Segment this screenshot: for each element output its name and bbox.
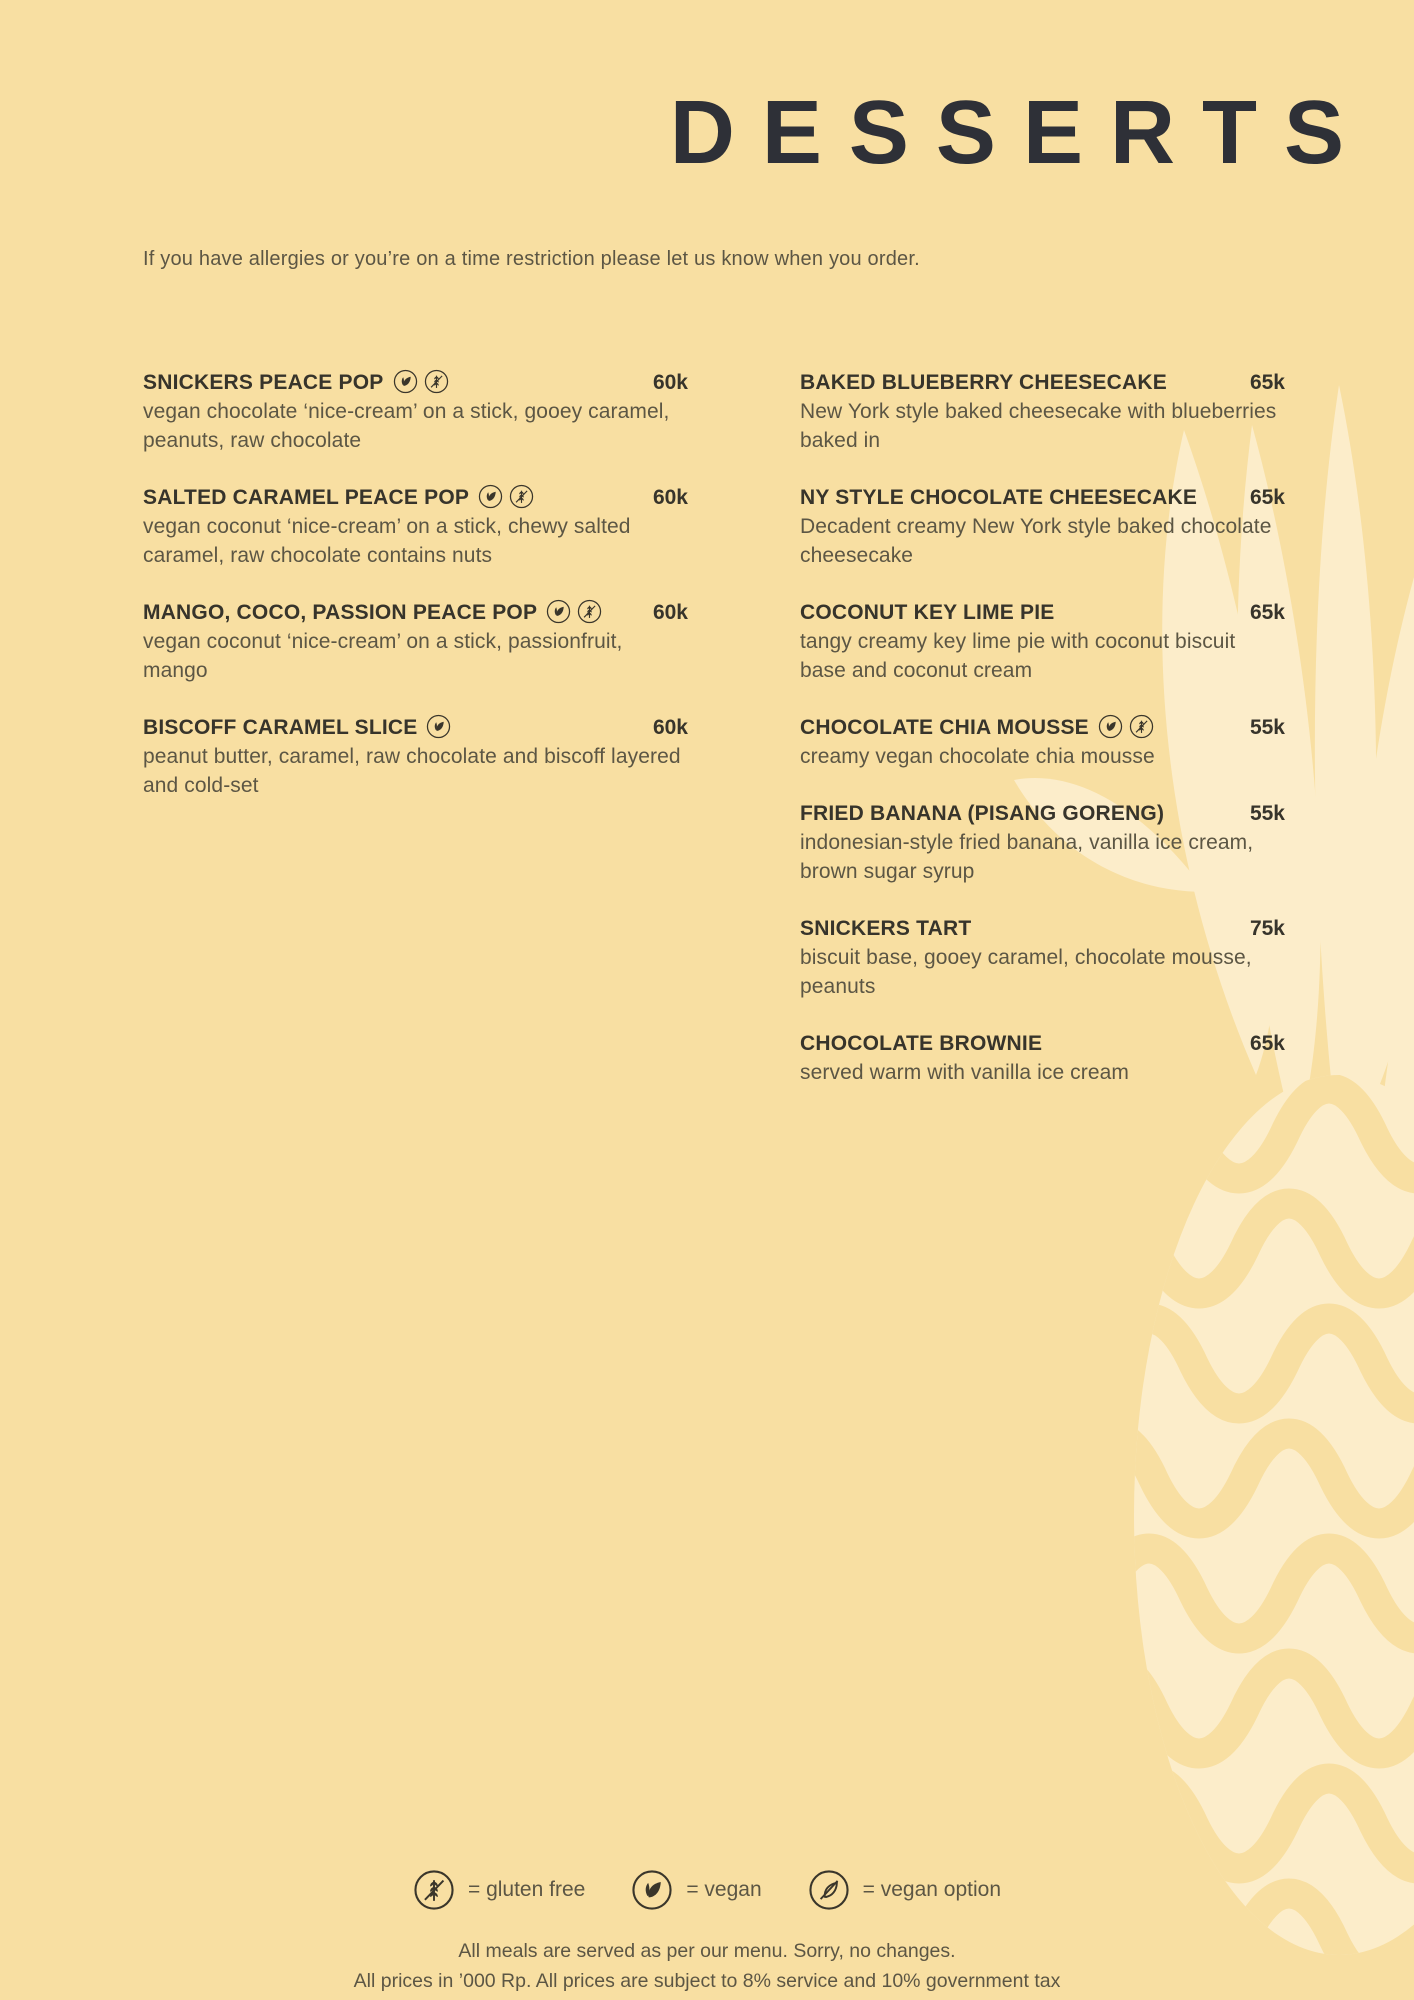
legend-entry-vegan-option: [808, 1869, 1001, 1911]
menu-columns: [143, 368, 1285, 1115]
diet-legend: [0, 1869, 1414, 1911]
vegan-option-icon: [808, 1869, 850, 1911]
item-description: vegan chocolate ‘nice-cream’ on a stick, gooey caramel, peanuts, raw chocolate: [143, 400, 670, 452]
item-description: biscuit base, gooey caramel, chocolate mousse, peanuts: [800, 946, 1252, 998]
item-price: 60k: [652, 486, 688, 509]
vegan-icon: [478, 484, 503, 509]
vegan-icon: [1098, 714, 1123, 739]
item-price: 55k: [1249, 716, 1285, 739]
item-name-text: BISCOFF CARAMEL SLICE: [143, 716, 418, 739]
menu-item: [800, 1029, 1285, 1087]
item-description: creamy vegan chocolate chia mousse: [800, 745, 1155, 768]
item-price: 60k: [652, 371, 688, 394]
item-description: indonesian-style fried banana, vanilla ice cream, brown sugar syrup: [800, 831, 1254, 883]
footer-notes: [0, 1936, 1414, 1996]
item-name-text: COCONUT KEY LIME PIE: [800, 601, 1055, 624]
menu-item: [143, 713, 688, 800]
item-name: [143, 713, 451, 742]
item-name: [800, 1029, 1042, 1058]
item-name-text: BAKED BLUEBERRY CHEESECAKE: [800, 371, 1167, 394]
menu-item: [143, 483, 688, 570]
menu-item: [143, 598, 688, 685]
item-name: [800, 914, 971, 943]
gluten-free-icon: [1129, 714, 1154, 739]
item-name-text: SALTED CARAMEL PEACE POP: [143, 486, 470, 509]
item-price: 65k: [1249, 371, 1285, 394]
page-title: DESSERTS: [669, 83, 1371, 183]
item-price: 65k: [1249, 1032, 1285, 1055]
item-price: 65k: [1249, 486, 1285, 509]
legend-entry-gluten-free: [413, 1869, 585, 1911]
legend-label: = gluten free: [467, 1878, 586, 1901]
vegan-icon: [393, 369, 418, 394]
item-name: [800, 483, 1197, 512]
menu-item: [800, 799, 1285, 886]
allergy-note: If you have allergies or you’re on a time restriction please let us know when you order.: [143, 248, 920, 270]
vegan-icon: [546, 599, 571, 624]
gluten-free-icon: [577, 599, 602, 624]
vegan-icon: [631, 1869, 673, 1911]
vegan-icon: [426, 714, 451, 739]
menu-item: [800, 483, 1285, 570]
item-price: 55k: [1249, 802, 1285, 825]
item-name: [143, 483, 534, 512]
item-name: [800, 799, 1164, 828]
item-price: 65k: [1249, 601, 1285, 624]
item-name: [143, 598, 602, 627]
footer-line-1: All meals are served as per our menu. Sorry, no changes.: [458, 1940, 956, 1962]
menu-item: [800, 598, 1285, 685]
item-description: vegan coconut ‘nice-cream’ on a stick, chewy salted caramel, raw chocolate contains nuts: [143, 515, 631, 567]
gluten-free-icon: [424, 369, 449, 394]
gluten-free-icon: [509, 484, 534, 509]
menu-item: [143, 368, 688, 455]
legend-label: = vegan: [686, 1878, 762, 1901]
item-description: New York style baked cheesecake with blueberries baked in: [800, 400, 1277, 452]
item-name-text: NY STYLE CHOCOLATE CHEESECAKE: [800, 486, 1198, 509]
footer-line-2: All prices in ’000 Rp. All prices are subject to 8% service and 10% government tax: [353, 1970, 1061, 1992]
item-name-text: CHOCOLATE CHIA MOUSSE: [800, 716, 1089, 739]
item-price: 60k: [652, 601, 688, 624]
legend-label: = vegan option: [862, 1878, 1002, 1901]
legend-entry-vegan: [631, 1869, 761, 1911]
menu-item: [800, 368, 1285, 455]
item-name-text: CHOCOLATE BROWNIE: [800, 1032, 1043, 1055]
item-description: vegan coconut ‘nice-cream’ on a stick, passionfruit, mango: [143, 630, 623, 682]
item-name: [800, 368, 1167, 397]
item-name-text: SNICKERS PEACE POP: [143, 371, 384, 394]
item-name-text: MANGO, COCO, PASSION PEACE POP: [143, 601, 538, 624]
gluten-free-icon: [413, 1869, 455, 1911]
menu-item: [800, 914, 1285, 1001]
item-name: [800, 598, 1054, 627]
item-description: peanut butter, caramel, raw chocolate and biscoff layered and cold-set: [143, 745, 681, 797]
item-price: 75k: [1249, 917, 1285, 940]
menu-item: [800, 713, 1285, 771]
item-description: served warm with vanilla ice cream: [800, 1061, 1130, 1084]
item-name-text: SNICKERS TART: [800, 917, 972, 940]
item-description: Decadent creamy New York style baked chocolate cheesecake: [800, 515, 1272, 567]
item-name: [143, 368, 449, 397]
menu-column-left: [143, 368, 688, 828]
item-name: [800, 713, 1154, 742]
item-price: 60k: [652, 716, 688, 739]
item-name-text: FRIED BANANA (PISANG GORENG): [800, 802, 1165, 825]
item-description: tangy creamy key lime pie with coconut biscuit base and coconut cream: [800, 630, 1236, 682]
menu-column-right: [800, 368, 1285, 1115]
